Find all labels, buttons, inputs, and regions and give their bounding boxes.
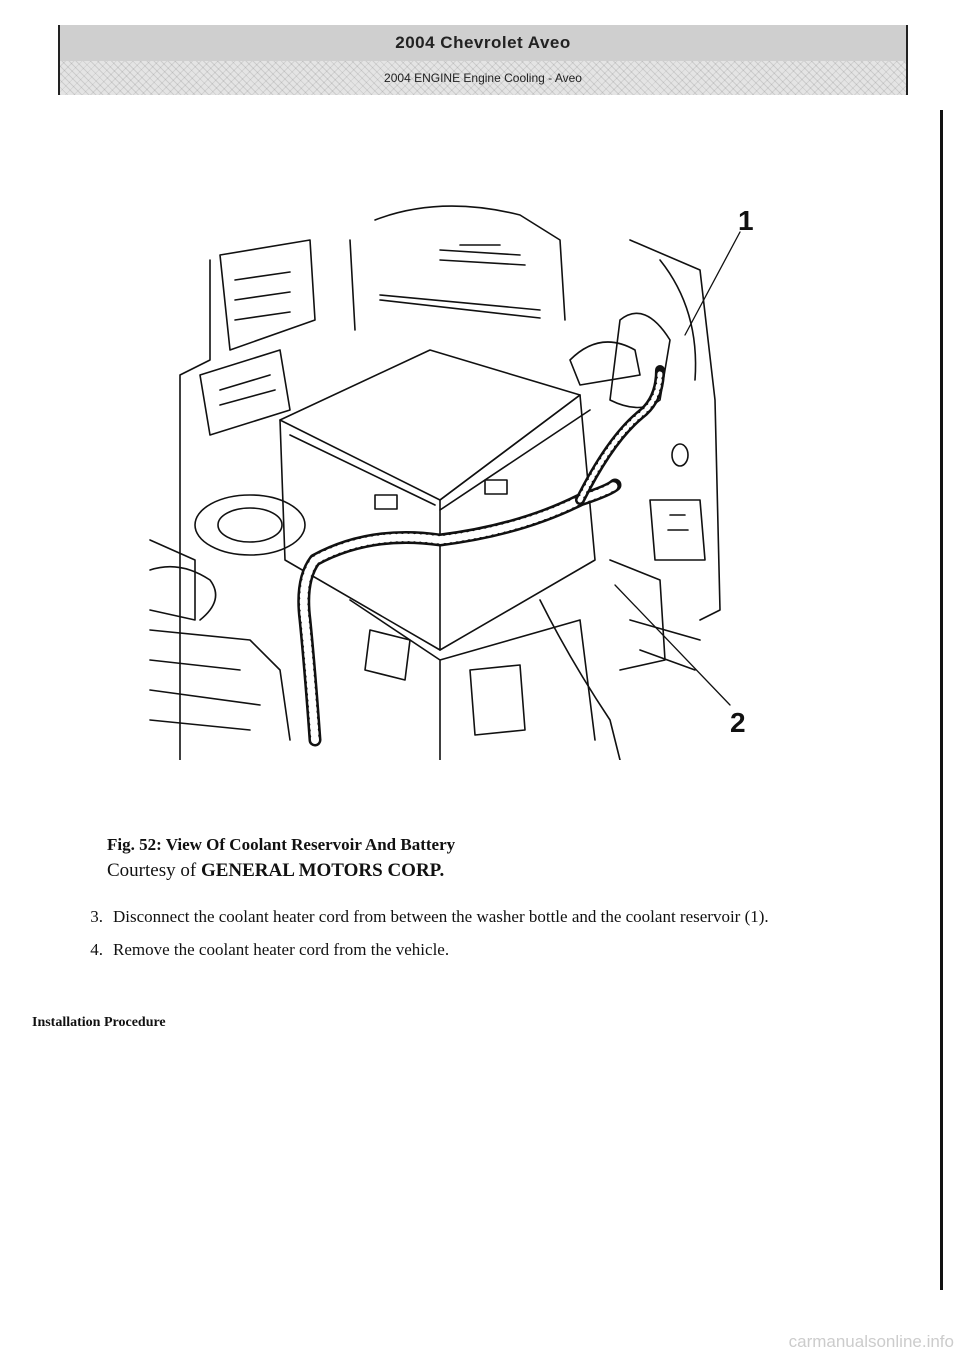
credit-company: GENERAL MOTORS CORP. (200, 860, 445, 881)
callout-2: 2 (730, 707, 746, 738)
watermark: carmanualsonline.info (788, 1332, 954, 1351)
step-text: Remove the coolant heater cord from the vehicle. (113, 940, 450, 959)
page-header (58, 25, 908, 95)
section-heading: Installation Procedure (32, 1015, 166, 1030)
step-text: Disconnect the coolant heater cord from between the washer bottle and the coolant reservoir (1). (113, 907, 769, 926)
callout-1: 1 (738, 205, 754, 236)
figure-caption: Fig. 52: View Of Coolant Reservoir And Battery (107, 835, 456, 854)
document-title: 2004 Chevrolet Aveo (60, 25, 906, 61)
credit-prefix: Courtesy of (107, 860, 201, 881)
list-item (75, 903, 855, 930)
page-border-rule (940, 110, 943, 1290)
figure-coolant-reservoir-battery (140, 200, 780, 760)
step-number: 3. (90, 907, 103, 926)
engine-bay-illustration (140, 200, 780, 760)
document-subtitle: 2004 ENGINE Engine Cooling - Aveo (60, 61, 906, 95)
step-number: 4. (90, 940, 103, 959)
figure-credit (107, 860, 444, 882)
procedure-steps (75, 903, 855, 963)
list-item (75, 936, 855, 963)
